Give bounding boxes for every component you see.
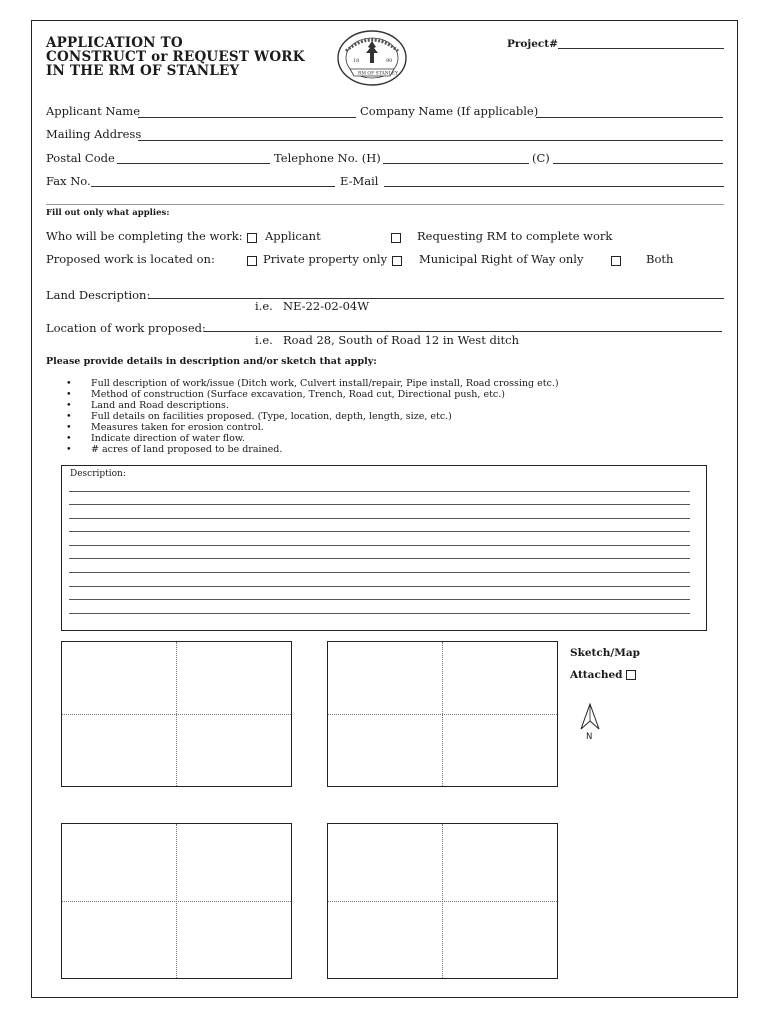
applicant-checkbox[interactable]	[247, 233, 257, 243]
work-located-label: Proposed work is located on:	[46, 252, 215, 266]
description-line[interactable]	[69, 504, 690, 505]
detail-item-1: Full description of work/issue (Ditch work, Culvert install/repair, Pipe install, Road crossing etc.)	[91, 378, 559, 389]
description-line[interactable]	[69, 558, 690, 559]
location-example: Road 28, South of Road 12 in West ditch	[283, 333, 519, 347]
mailing-address-label: Mailing Address	[46, 127, 142, 141]
land-ie-label: i.e.	[255, 299, 273, 313]
description-line[interactable]	[69, 491, 690, 492]
attached-checkbox[interactable]	[626, 670, 636, 680]
company-name-field[interactable]	[536, 117, 723, 118]
land-example: NE-22-02-04W	[283, 299, 370, 313]
detail-item-4: Full details on facilities proposed. (Type, location, depth, length, size, etc.)	[91, 411, 452, 422]
description-label: Description:	[70, 469, 126, 479]
description-line[interactable]	[69, 572, 690, 573]
telephone-home-field[interactable]	[383, 163, 529, 164]
seal-year-right: 90	[386, 58, 393, 64]
detail-item-7: # acres of land proposed to be drained.	[91, 444, 283, 455]
requesting-rm-option-label: Requesting RM to complete work	[417, 229, 613, 243]
municipal-row-checkbox[interactable]	[392, 256, 402, 266]
details-heading: Please provide details in description and/or sketch that apply:	[46, 356, 377, 367]
private-property-checkbox[interactable]	[247, 256, 257, 266]
bullet: •	[66, 389, 72, 400]
detail-item-2: Method of construction (Surface excavation, Trench, Road cut, Directional push, etc.)	[91, 389, 505, 400]
applicant-name-field[interactable]	[138, 117, 356, 118]
description-line[interactable]	[69, 599, 690, 600]
sketch-grid-4[interactable]	[327, 823, 558, 979]
applies-heading: Fill out only what applies:	[46, 208, 170, 218]
telephone-home-label: Telephone No. (H)	[274, 151, 381, 165]
applicant-option-label: Applicant	[265, 229, 321, 243]
description-line[interactable]	[69, 531, 690, 532]
title-line-3: IN THE RM OF STANLEY	[46, 63, 240, 79]
bullet: •	[66, 400, 72, 411]
municipal-row-option-label: Municipal Right of Way only	[419, 252, 584, 266]
requesting-rm-checkbox[interactable]	[391, 233, 401, 243]
telephone-cell-field[interactable]	[553, 163, 723, 164]
location-ie-label: i.e.	[255, 333, 273, 347]
detail-item-5: Measures taken for erosion control.	[91, 422, 264, 433]
location-of-work-field[interactable]	[204, 331, 722, 332]
project-number-field[interactable]	[558, 48, 724, 49]
both-checkbox[interactable]	[611, 256, 621, 266]
sketch-grid-2[interactable]	[327, 641, 558, 787]
both-option-label: Both	[646, 252, 674, 266]
bullet: •	[66, 422, 72, 433]
seal-banner-text: RM OF STANLEY	[358, 71, 398, 77]
bullet: •	[66, 378, 72, 389]
project-number-label: Project#	[507, 38, 558, 50]
section-divider	[46, 204, 724, 205]
land-description-label: Land Description:	[46, 288, 151, 302]
bullet: •	[66, 444, 72, 455]
rm-seal-logo	[336, 29, 408, 87]
form-title	[46, 36, 305, 78]
seal-year-left: 18	[353, 58, 360, 64]
description-box[interactable]	[61, 465, 707, 631]
bullet: •	[66, 411, 72, 422]
postal-code-field[interactable]	[117, 163, 270, 164]
land-description-field[interactable]	[148, 298, 724, 299]
company-name-label: Company Name (If applicable)	[360, 104, 539, 118]
email-label: E-Mail	[340, 174, 379, 188]
private-property-option-label: Private property only	[263, 252, 388, 266]
postal-code-label: Postal Code	[46, 151, 115, 165]
sketch-grid-3[interactable]	[61, 823, 292, 979]
detail-item-3: Land and Road descriptions.	[91, 400, 229, 411]
detail-item-6: Indicate direction of water flow.	[91, 433, 245, 444]
mailing-address-field[interactable]	[138, 140, 723, 141]
fax-label: Fax No.	[46, 174, 91, 188]
sketch-grid-1[interactable]	[61, 641, 292, 787]
location-of-work-label: Location of work proposed:	[46, 321, 206, 335]
telephone-cell-label: (C)	[532, 151, 550, 165]
title-line-2: CONSTRUCT or REQUEST WORK	[46, 49, 305, 65]
north-arrow-icon	[579, 703, 601, 733]
north-label: N	[586, 732, 593, 742]
fax-field[interactable]	[91, 186, 335, 187]
applicant-name-label: Applicant Name	[46, 104, 140, 118]
description-line[interactable]	[69, 586, 690, 587]
attached-label: Attached	[570, 669, 623, 681]
bullet: •	[66, 433, 72, 444]
email-field[interactable]	[384, 186, 724, 187]
description-line[interactable]	[69, 518, 690, 519]
who-completing-label: Who will be completing the work:	[46, 229, 243, 243]
description-line[interactable]	[69, 545, 690, 546]
sketch-map-title: Sketch/Map	[570, 647, 641, 659]
title-line-1: APPLICATION TO	[46, 35, 183, 51]
description-line[interactable]	[69, 613, 690, 614]
